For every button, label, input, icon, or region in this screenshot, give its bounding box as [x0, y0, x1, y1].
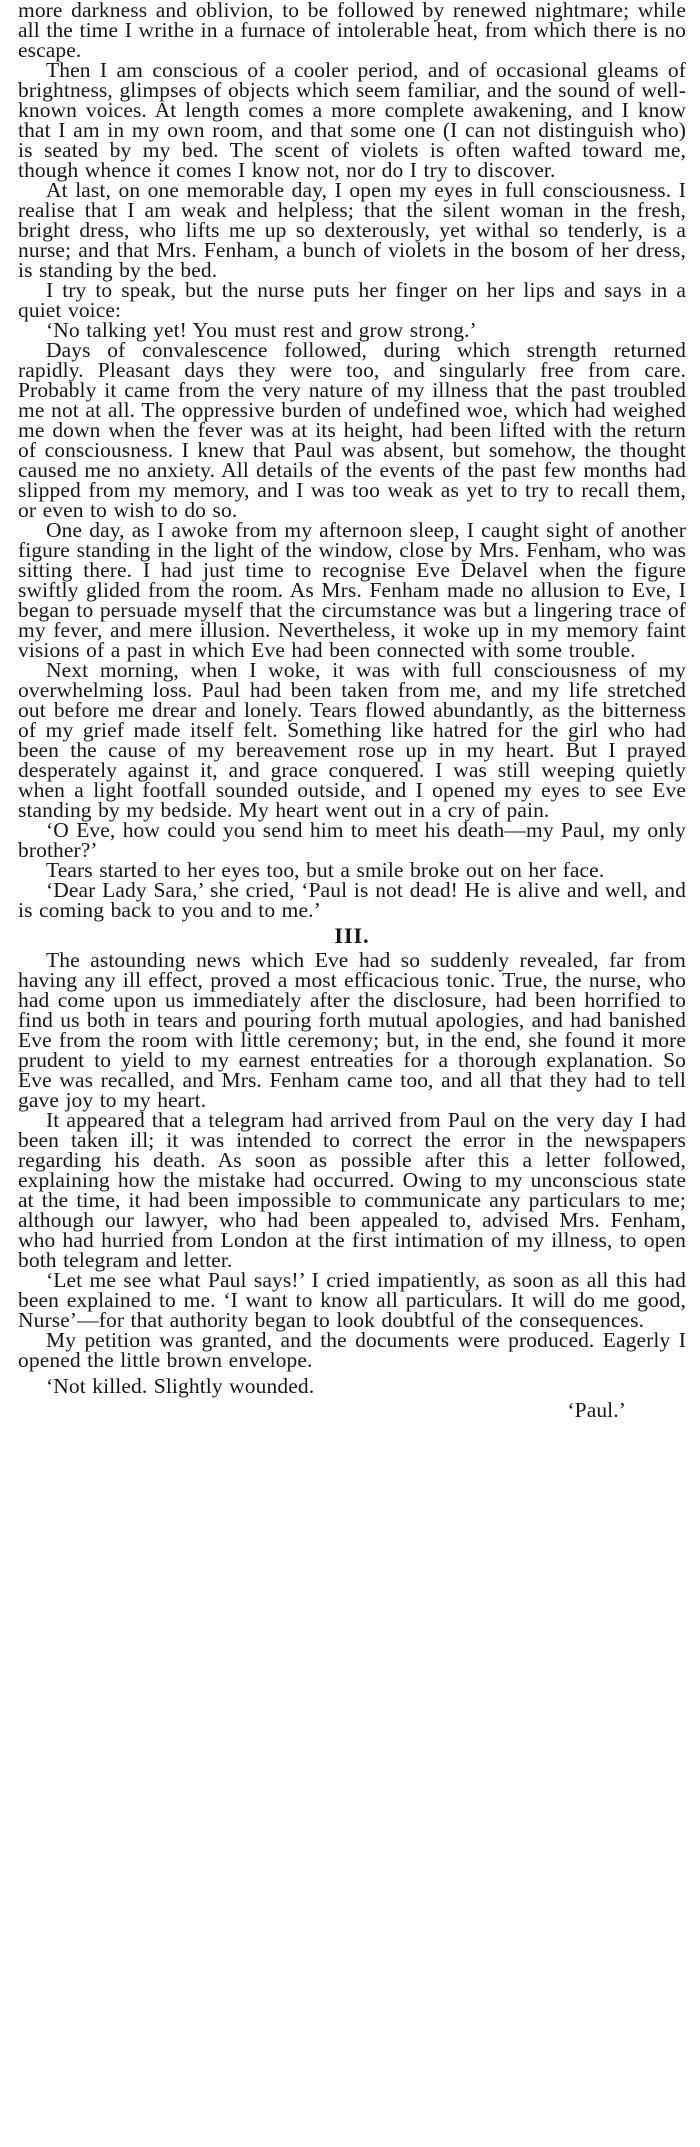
dialogue-line: ‘O Eve, how could you send him to meet his death—my Paul, my only brother?’ [18, 818, 686, 862]
telegram-signature: ‘Paul.’ [567, 1398, 626, 1422]
paragraph: I try to speak, but the nurse puts her finger on her lips and says in a quiet voice: [18, 278, 686, 322]
paragraph: Tears started to her eyes too, but a smile broke out on her face. [46, 858, 605, 882]
telegram-text: ‘Not killed. Slightly wounded. [46, 1374, 315, 1398]
paragraph: Next morning, when I woke, it was with full consciousness of my overwhelming loss. Paul had been taken from me, and my life stretched out before me drear and lonely. Tears flowed abundantly, as the bitterness of my grief made itself felt. Something like hatred for the girl who had been the cause of my bereavement rose up in my heart. But I prayed desperately against it, and grace conquered. I was still weeping quietly when a light footfall sounded outside, and I opened my eyes to see Eve standing by my bedside. My heart went out in a cry of pain. [18, 658, 686, 822]
paragraph: It appeared that a telegram had arrived from Paul on the very day I had been taken ill; it was intended to correct the error in the newspapers regarding his death. As soon as possible after this a letter followed, explaining how the mistake had occurred. Owing to my unconscious state at the time, it had been impossible to communicate any particulars to me; although our lawyer, who had been appealed to, advised Mrs. Fenham, who had hurried from London at the first intimation of my illness, to open both telegram and letter. [18, 1108, 686, 1272]
paragraph: One day, as I awoke from my afternoon sleep, I caught sight of another figure standing in the light of the window, close by Mrs. Fenham, who was sitting there. I had just time to recognise Eve Delavel when the figure swiftly glided from the room. As Mrs. Fenham made no allusion to Eve, I began to persuade myself that the circumstance was but a lingering trace of my fever, and mere illusion. Nevertheless, it woke up in my memory faint visions of a past in which Eve had been connected with some trouble. [18, 518, 686, 662]
dialogue-line: ‘Let me see what Paul says!’ I cried impatiently, as soon as all this had been explained to me. ‘I want to know all particulars. It will do me good, Nurse’—for that authority began to look doubtful of the consequences. [18, 1268, 686, 1332]
dialogue-line: ‘No talking yet! You must rest and grow strong.’ [46, 318, 477, 342]
article-column [18, 0, 686, 1420]
paragraph: more darkness and oblivion, to be followed by renewed nightmare; while all the time I writhe in a furnace of intolerable heat, from which there is no escape. [18, 0, 686, 62]
paragraph: The astounding news which Eve had so suddenly revealed, far from having any ill effect, proved a most efficacious tonic. True, the nurse, who had come upon us immediately after the disclosure, had been horrified to find us both in tears and pouring forth mutual apologies, and had banished Eve from the room with little ceremony; but, in the end, she found it more prudent to yield to my earnest entreaties for a thorough explanation. So Eve was recalled, and Mrs. Fenham came too, and all that they had to tell gave joy to my heart. [18, 948, 686, 1112]
paragraph: Days of convalescence followed, during which strength returned rapidly. Pleasant days they were too, and singularly free from care. Probably it came from the very nature of my illness that the past troubled me not at all. The oppressive burden of undefined woe, which had weighed me down when the fever was at its height, had been lifted with the return of consciousness. I knew that Paul was absent, but somehow, the thought caused me no anxiety. All details of the events of the past few months had slipped from my memory, and I was too weak as yet to try to recall them, or even to wish to do so. [18, 338, 686, 522]
paragraph: At last, on one memorable day, I open my eyes in full consciousness. I realise that I am weak and helpless; that the silent woman in the fresh, bright dress, who lifts me up so dexterously, yet withal so tenderly, is a nurse; and that Mrs. Fenham, a bunch of violets in the bosom of her dress, is standing by the bed. [18, 178, 686, 282]
section-heading: III. [334, 923, 370, 948]
dialogue-line: ‘Dear Lady Sara,’ she cried, ‘Paul is not dead! He is alive and well, and is coming back to you and to me.’ [18, 878, 686, 922]
paragraph: My petition was granted, and the documents were produced. Eagerly I opened the little brown envelope. [18, 1328, 686, 1372]
paragraph: Then I am conscious of a cooler period, and of occasional gleams of brightness, glimpses of objects which seem familiar, and the sound of well-known voices. At length comes a more complete awakening, and I know that I am in my own room, and that some one (I can not distinguish who) is seated by my bed. The scent of violets is often wafted toward me, though whence it comes I know not, nor do I try to discover. [18, 58, 686, 182]
